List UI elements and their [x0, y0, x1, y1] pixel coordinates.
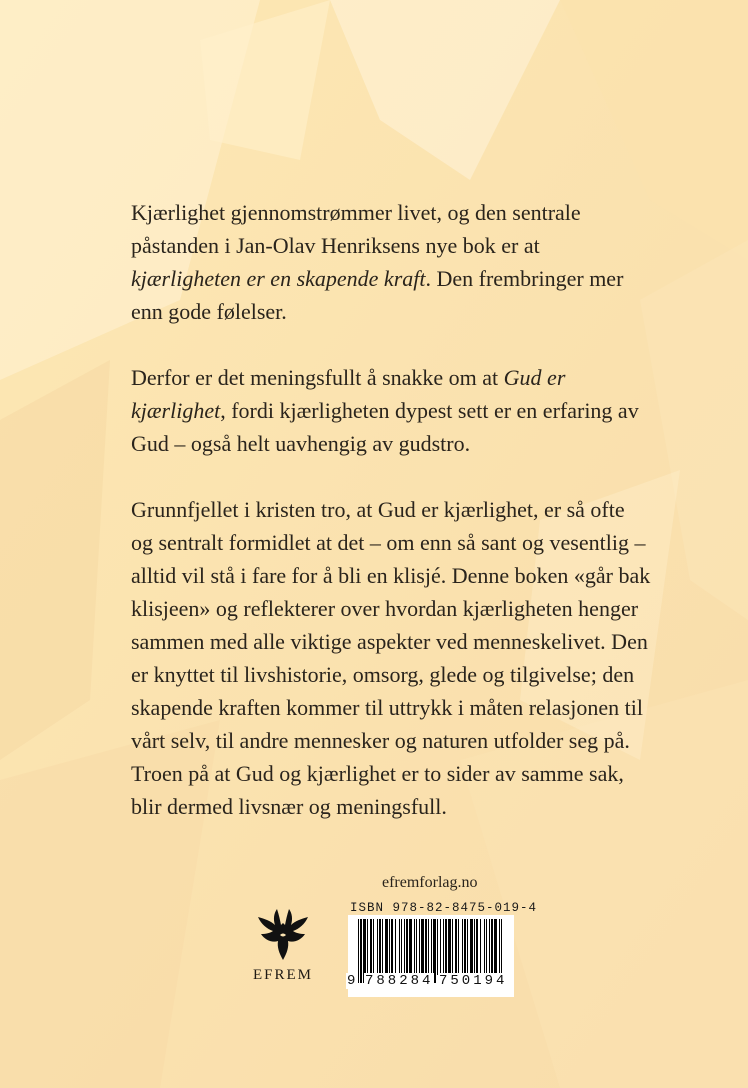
- barcode-bar: [484, 919, 485, 975]
- paragraph-2-emphasis: Gud er kjærlighet: [131, 365, 566, 423]
- barcode-bar: [389, 919, 390, 975]
- barcode-bar: [379, 919, 381, 975]
- barcode-bar: [480, 919, 481, 975]
- publisher-name: EFREM: [252, 967, 313, 983]
- barcode-bar: [455, 919, 457, 975]
- barcode-bar: [404, 919, 405, 975]
- paragraph-2-end: , fordi kjærligheten dypest sett er en erfaring av Gud – også helt uavhengig av gudstro.: [131, 398, 639, 456]
- barcode-bar: [486, 919, 487, 975]
- barcode-bar: [385, 919, 388, 975]
- barcode-bar: [489, 919, 490, 975]
- barcode-bar: [443, 919, 444, 975]
- barcode-bar: [382, 919, 383, 975]
- barcode-bar: [399, 919, 400, 975]
- barcode-bar: [467, 919, 468, 975]
- barcode-bar: [452, 919, 453, 975]
- barcode-bar: [367, 919, 368, 975]
- barcode-bar: [401, 919, 402, 975]
- barcode-bar: [494, 919, 497, 975]
- dove-icon: [252, 906, 314, 964]
- back-cover-description: [131, 196, 651, 823]
- barcode-bar: [437, 919, 438, 975]
- barcode-bar: [440, 919, 441, 975]
- barcode-bar: [373, 919, 374, 975]
- paragraph-1-end: . Den frembringer mer enn gode følelser.: [131, 266, 624, 324]
- paragraph-1-emphasis: kjærligheten er en skapende kraft: [131, 266, 426, 291]
- barcode-bar: [421, 919, 424, 975]
- barcode-bar: [445, 919, 447, 975]
- paragraph-2: [131, 361, 651, 460]
- barcode-bar: [416, 919, 417, 975]
- barcode-bar: [462, 919, 463, 975]
- barcode-bar: [474, 919, 475, 975]
- isbn-label: ISBN 978-82-8475-019-4: [350, 901, 538, 915]
- barcode-bar: [491, 919, 493, 975]
- barcode-bar: [360, 919, 362, 983]
- barcode-bar: [377, 919, 378, 975]
- barcode-digits-right: 750194: [439, 973, 508, 989]
- barcode-bar: [458, 919, 459, 975]
- publisher-website: efremforlag.no: [382, 874, 478, 891]
- barcode-bar: [464, 919, 466, 975]
- barcode-bar: [476, 919, 478, 975]
- barcode-bar: [409, 919, 412, 975]
- barcode-bar: [470, 919, 473, 975]
- barcode-bar: [391, 919, 393, 975]
- barcode-bar: [414, 919, 415, 975]
- barcode-bar: [419, 919, 420, 975]
- paragraph-2-start: Derfor er det meningsfullt å snakke om at: [131, 365, 504, 390]
- paragraph-1: [131, 196, 651, 328]
- barcode-bar: [358, 919, 359, 983]
- barcode-bar: [395, 919, 396, 975]
- barcode-bar: [425, 919, 427, 975]
- barcode-bar: [406, 919, 408, 975]
- barcode-bar: [370, 919, 372, 975]
- paragraph-1-start: Kjærlighet gjennomstrømmer livet, og den sentrale påstanden i Jan-Olav Henriksens nye bok er at: [131, 200, 581, 258]
- barcode-digits-left: 788284: [365, 973, 434, 989]
- barcode-bar: [448, 919, 451, 975]
- barcode-bar: [428, 919, 429, 975]
- paragraph-3: Grunnfjellet i kristen tro, at Gud er kjærlighet, er så ofte og sentralt formidlet at det – om enn så sant og vesentlig – alltid vil stå i fare for å bli en klisjé. Denne boken «går bak klisjeen» og reflekterer over hvordan kjærligheten henger sammen med alle viktige aspekter ved menneskelivet. Den er knyttet til livshistorie, omsorg, glede og tilgivelse; den skapende kraften kommer til uttrykk i måten relasjonen til vårt selv, til andre mennesker og naturen utfolder seg på. Troen på at Gud og kjærlighet er to sider av samme sak, blir dermed livsnær og meningsfull.: [131, 497, 651, 819]
- barcode-digit-first: 9: [347, 973, 356, 989]
